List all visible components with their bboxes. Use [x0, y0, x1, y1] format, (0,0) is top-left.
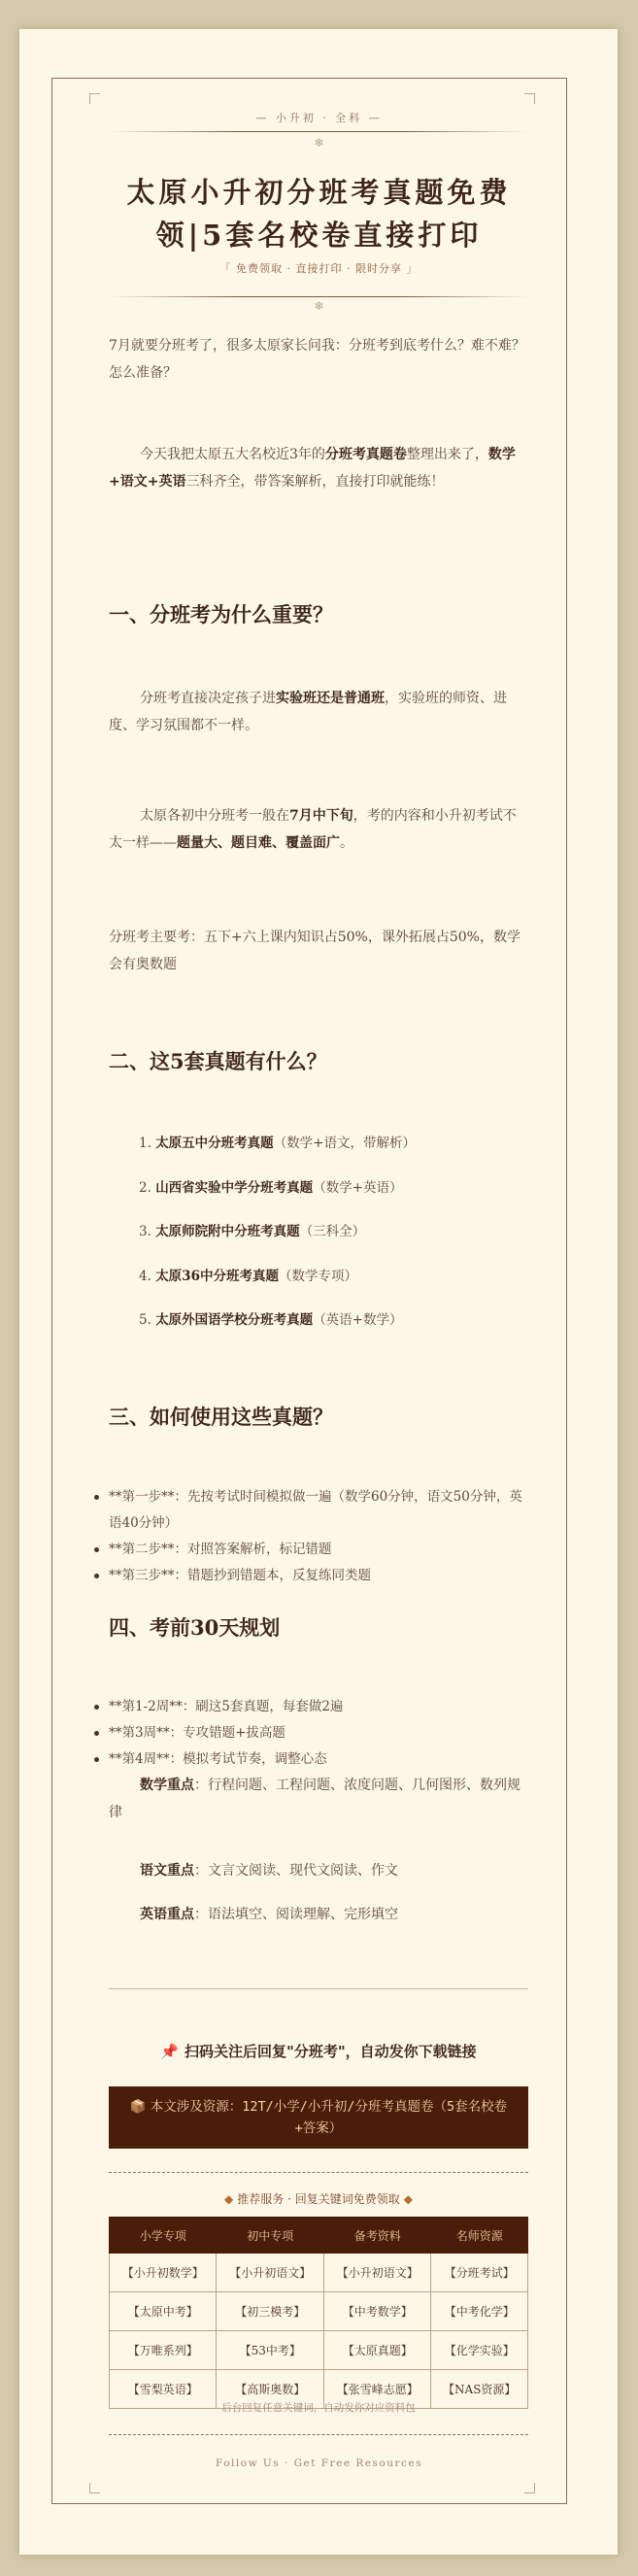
keyword-cell[interactable]: 【张雪峰志愿】 [323, 2370, 430, 2409]
section1-paragraph-1: 分班考直接决定孩子进实验班还是普通班，实验班的师资、进度、学习氛围都不一样。 [109, 691, 507, 733]
keyword-cell[interactable]: 【初三模考】 [217, 2292, 323, 2331]
corner-ornament [524, 2483, 535, 2493]
keyword-cell[interactable]: 【53中考】 [217, 2331, 323, 2370]
package-icon: 📦 [129, 2099, 147, 2115]
list-item: **第3周**：专攻错题+拔高题 [109, 1720, 528, 1746]
table-header: 小学专项 [110, 2218, 217, 2254]
plan-list [109, 1694, 528, 1773]
usage-steps-list [109, 1484, 528, 1589]
list-item: 5. 太原外国语学校分班考真题（英语+数学） [139, 1312, 403, 1328]
keyword-cell[interactable]: 【太原中考】 [110, 2292, 217, 2331]
table-row [110, 2254, 528, 2292]
section-heading-4: 四、考前30天规划 [109, 1615, 281, 1640]
snowflake-icon: ❄ [314, 136, 324, 150]
keyword-cell[interactable]: 【太原真题】 [323, 2331, 430, 2370]
divider [109, 1988, 528, 1989]
table-header: 初中专项 [217, 2218, 323, 2254]
header-tagline: 「 免费领取 · 直接打印 · 限时分享 」 [219, 262, 419, 275]
math-focus: 数学重点：行程问题、工程问题、浓度问题、几何图形、数列规律 [109, 1778, 520, 1820]
section1-paragraph-2: 太原各初中分班考一般在7月中下旬，考的内容和小升初考试不太一样——题量大、题目难、覆盖面广。 [109, 808, 517, 851]
keyword-cell[interactable]: 【小升初语文】 [323, 2254, 430, 2292]
qr-instruction: 📌 扫码关注后回复"分班考"，自动发你下载链接 [160, 2043, 477, 2060]
list-item: 1. 太原五中分班考真题（数学+语文，带解析） [139, 1135, 416, 1151]
diamond-icon: ◆ [403, 2192, 413, 2206]
keyword-cell[interactable]: 【中考数学】 [323, 2292, 430, 2331]
keyword-cell[interactable]: 【NAS资源】 [431, 2370, 528, 2409]
corner-ornament [89, 2483, 100, 2493]
header-rule-top [109, 131, 528, 132]
list-item: **第4周**：模拟考试节奏，调整心态 [109, 1746, 528, 1773]
reply-note: 后台回复任意关键词，自动发你对应资料包 [221, 2402, 416, 2414]
list-item: **第二步**：对照答案解析，标记错题 [109, 1537, 528, 1563]
list-item: 2. 山西省实验中学分班考真题（数学+英语） [139, 1179, 403, 1196]
keyword-cell[interactable]: 【分班考试】 [431, 2254, 528, 2292]
dashed-divider [109, 2434, 528, 2435]
header-rule-bottom [109, 296, 528, 297]
keyword-cell[interactable]: 【化学实验】 [431, 2331, 528, 2370]
diamond-icon: ◆ [224, 2192, 234, 2206]
footer-text: Follow Us · Get Free Resources [216, 2457, 422, 2469]
list-item: **第1-2周**：刷这5套真题，每套做2遍 [109, 1694, 528, 1720]
table-row [110, 2331, 528, 2370]
section1-paragraph-3: 分班考主要考：五下+六上课内知识占50%，课外拓展占50%，数学会有奥数题 [109, 930, 520, 972]
section-heading-2: 二、这5套真题有什么？ [109, 1049, 327, 1073]
section-heading-1: 一、分班考为什么重要？ [109, 602, 333, 627]
list-item: **第三步**：错题抄到错题本，反复练同类题 [109, 1563, 528, 1589]
intro-paragraph-1: 7月就要分班考了，很多太原家长问我：分班考到底考什么？难不难？怎么准备？ [109, 338, 525, 381]
keyword-cell[interactable]: 【小升初数学】 [110, 2254, 217, 2292]
dashed-divider [109, 2172, 528, 2173]
corner-ornament [524, 93, 535, 104]
section-heading-3: 三、如何使用这些真题？ [109, 1405, 333, 1429]
exam-list [139, 1134, 527, 1355]
snowflake-icon: ❄ [314, 299, 324, 313]
english-focus: 英语重点：语法填空、阅读理解、完形填空 [140, 1907, 398, 1922]
recommend-table [109, 2217, 528, 2409]
table-row [110, 2292, 528, 2331]
list-item: 3. 太原师院附中分班考真题（三科全） [139, 1224, 366, 1239]
keyword-cell[interactable]: 【中考化学】 [431, 2292, 528, 2331]
corner-ornament [89, 93, 100, 104]
chinese-focus: 语文重点：文言文阅读、现代文阅读、作文 [140, 1863, 398, 1879]
keyword-cell[interactable]: 【雪梨英语】 [110, 2370, 217, 2409]
header-kicker: — 小升初 · 全科 — [255, 112, 383, 124]
table-header: 备考资料 [323, 2218, 430, 2254]
table-header: 名师资源 [431, 2218, 528, 2254]
keyword-cell[interactable]: 【高斯奥数】 [217, 2370, 323, 2409]
page-title: 太原小升初分班考真题免费领|5套名校卷直接打印 [126, 176, 512, 252]
list-item: 4. 太原36中分班考真题（数学专项） [139, 1268, 357, 1284]
keyword-cell[interactable]: 【万唯系列】 [110, 2331, 217, 2370]
pin-icon: 📌 [160, 2043, 180, 2060]
keyword-cell[interactable]: 【小升初语文】 [217, 2254, 323, 2292]
table-header-row [110, 2218, 528, 2254]
intro-paragraph-2: 今天我把太原五大名校近3年的分班考真题卷整理出来了，数学+语文+英语三科齐全，带答案解析，直接打印就能练！ [109, 447, 516, 490]
resource-banner: 📦 本文涉及资源：12T/小学/小升初/分班考真题卷（5套名校卷+答案） [109, 2086, 528, 2149]
recommend-title: ◆ 推荐服务 · 回复关键词免费领取 ◆ [224, 2192, 413, 2206]
list-item: **第一步**：先按考试时间模拟做一遍（数学60分钟，语文50分钟，英语40分钟） [109, 1484, 528, 1537]
